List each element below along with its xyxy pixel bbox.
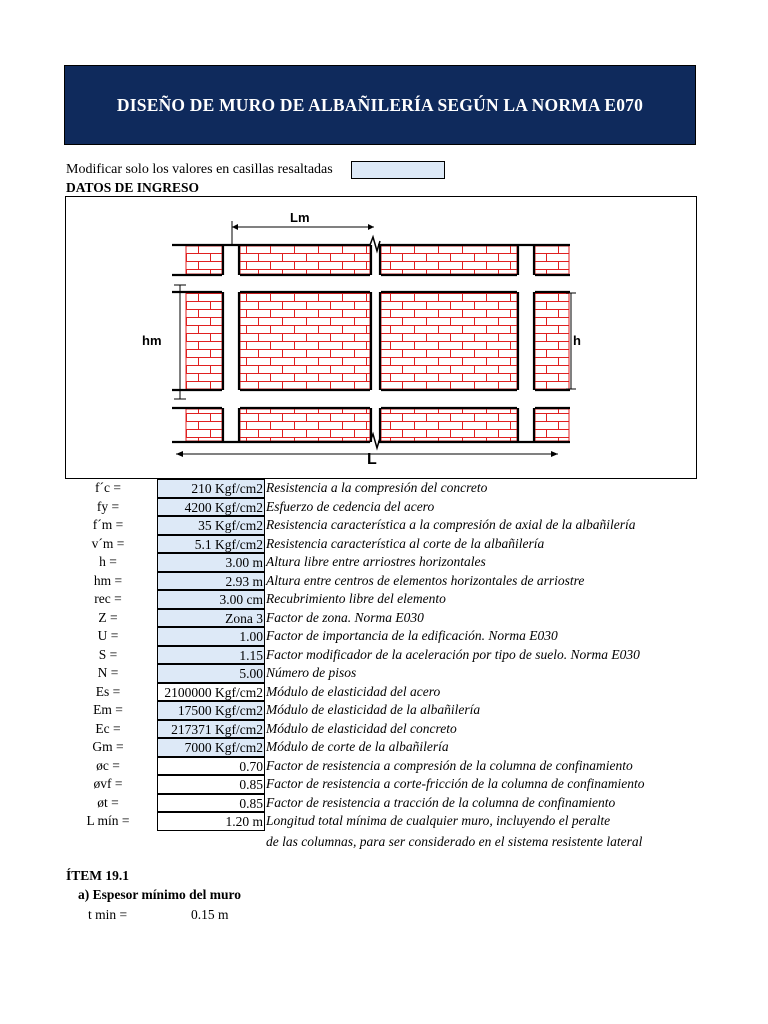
parameter-symbol: Es = <box>95 683 121 699</box>
parameter-value-cell: 0.85 <box>157 794 265 813</box>
instruction-note: Modificar solo los valores en casillas resaltadas <box>66 162 333 177</box>
parameter-symbol: øt = <box>97 794 119 810</box>
parameter-description: Altura libre entre arriostres horizontales <box>266 554 486 569</box>
parameter-symbol: L mín = <box>86 813 130 828</box>
parameter-description: Altura entre centros de elementos horizontales de arriostre <box>266 572 585 588</box>
parameter-symbol: Gm = <box>92 739 124 754</box>
parameter-value-cell: 0.85 <box>157 775 265 794</box>
parameter-symbol: rec = <box>94 591 122 606</box>
parameter-description: Esfuerzo de cedencia del acero <box>266 498 435 514</box>
parameter-row <box>0 516 768 535</box>
parameter-row <box>0 572 768 591</box>
parameter-value-cell: 1.20 m <box>157 812 265 831</box>
parameter-symbol: v´m = <box>91 535 125 551</box>
parameter-description: Factor de importancia de la edificación. Norma E030 <box>266 628 558 643</box>
parameter-description: Factor modificador de la aceleración por tipo de suelo. Norma E030 <box>266 646 640 662</box>
parameter-value-cell[interactable]: Zona 3 <box>157 609 265 628</box>
parameter-row <box>0 553 768 572</box>
tmin-label: t min = <box>88 907 128 922</box>
parameter-row <box>0 590 768 609</box>
parameter-description: Resistencia a la compresión del concreto <box>266 480 488 495</box>
lmin-description-continued: de las columnas, para ser considerado en el sistema resistente lateral <box>266 834 643 849</box>
parameter-value-cell[interactable]: 217371 Kgf/cm2 <box>157 720 265 739</box>
parameter-symbol: U = <box>97 628 119 643</box>
parameter-symbol: øvf = <box>93 776 123 791</box>
parameter-description: Longitud total mínima de cualquier muro, incluyendo el peralte <box>266 813 611 828</box>
parameter-value-cell[interactable]: 3.00 cm <box>157 590 265 609</box>
h-label: h <box>573 333 581 348</box>
parameter-description: Resistencia característica a la compresión de axial de la albañilería <box>266 517 636 532</box>
parameter-description: Recubrimiento libre del elemento <box>266 591 446 606</box>
item-heading: ÍTEM 19.1 <box>66 868 130 883</box>
parameter-value-cell[interactable]: 35 Kgf/cm2 <box>157 516 265 535</box>
parameter-symbol: Ec = <box>95 720 121 736</box>
title-banner <box>64 65 696 145</box>
parameter-description: Resistencia característica al corte de la albañilería <box>266 535 545 551</box>
parameter-symbol: hm = <box>93 572 123 588</box>
parameter-row <box>0 609 768 628</box>
parameter-row <box>0 627 768 646</box>
parameter-value-cell[interactable]: 2.93 m <box>157 572 265 591</box>
parameter-symbol: S = <box>98 646 118 662</box>
parameter-value-cell[interactable]: 17500 Kgf/cm2 <box>157 701 265 720</box>
parameter-value-cell: 0.70 <box>157 757 265 776</box>
lm-label: Lm <box>290 210 310 225</box>
subitem-heading: a) Espesor mínimo del muro <box>78 887 242 902</box>
parameter-symbol: Em = <box>93 702 123 717</box>
parameter-value-cell[interactable]: 210 Kgf/cm2 <box>157 479 265 498</box>
l-label: L <box>367 451 377 468</box>
parameter-value-cell[interactable]: 1.00 <box>157 627 265 646</box>
parameter-description: Módulo de elasticidad del acero <box>266 683 441 699</box>
parameter-row <box>0 775 768 794</box>
parameter-description: Factor de resistencia a tracción de la columna de confinamiento <box>266 794 616 810</box>
parameter-row <box>0 683 768 702</box>
parameter-row <box>0 757 768 776</box>
parameter-value-cell[interactable]: 5.1 Kgf/cm2 <box>157 535 265 554</box>
parameter-description: Factor de zona. Norma E030 <box>266 609 424 625</box>
parameter-row <box>0 479 768 498</box>
parameter-row <box>0 664 768 683</box>
page-title: DISEÑO DE MURO DE ALBAÑILERÍA SEGÚN LA NORMA E070 <box>116 94 644 115</box>
parameter-value-cell[interactable]: 3.00 m <box>157 553 265 572</box>
parameter-symbol: f´c = <box>95 480 121 495</box>
tmin-value: 0.15 m <box>191 907 229 922</box>
parameter-symbol: øc = <box>96 757 120 773</box>
section-title: DATOS DE INGRESO <box>66 180 200 195</box>
parameter-symbol: N = <box>97 665 119 680</box>
parameter-description: Factor de resistencia a compresión de la columna de confinamiento <box>266 757 633 773</box>
parameter-row <box>0 812 768 831</box>
parameter-description: Factor de resistencia a corte-fricción de la columna de confinamiento <box>266 776 645 791</box>
parameter-row <box>0 498 768 517</box>
parameter-value-cell[interactable]: 7000 Kgf/cm2 <box>157 738 265 757</box>
parameter-symbol: h = <box>99 554 117 569</box>
parameter-symbol: fy = <box>96 498 120 514</box>
highlight-swatch <box>351 161 445 179</box>
wall-diagram <box>65 196 697 479</box>
parameter-description: Número de pisos <box>266 665 357 680</box>
parameter-value-cell[interactable]: 5.00 <box>157 664 265 683</box>
parameter-row <box>0 720 768 739</box>
parameter-symbol: Z = <box>98 609 118 625</box>
parameter-value-cell: 2100000 Kgf/cm2 <box>157 683 265 702</box>
parameter-row <box>0 738 768 757</box>
hm-label: hm <box>142 333 162 348</box>
parameter-description: Módulo de elasticidad del concreto <box>266 720 457 736</box>
parameter-description: Módulo de corte de la albañilería <box>266 739 449 754</box>
parameter-row <box>0 646 768 665</box>
parameter-description: Módulo de elasticidad de la albañilería <box>266 702 481 717</box>
parameter-row <box>0 535 768 554</box>
parameter-row <box>0 701 768 720</box>
parameter-row <box>0 794 768 813</box>
parameter-value-cell[interactable]: 1.15 <box>157 646 265 665</box>
parameter-value-cell[interactable]: 4200 Kgf/cm2 <box>157 498 265 517</box>
parameter-symbol: f´m = <box>92 517 124 532</box>
